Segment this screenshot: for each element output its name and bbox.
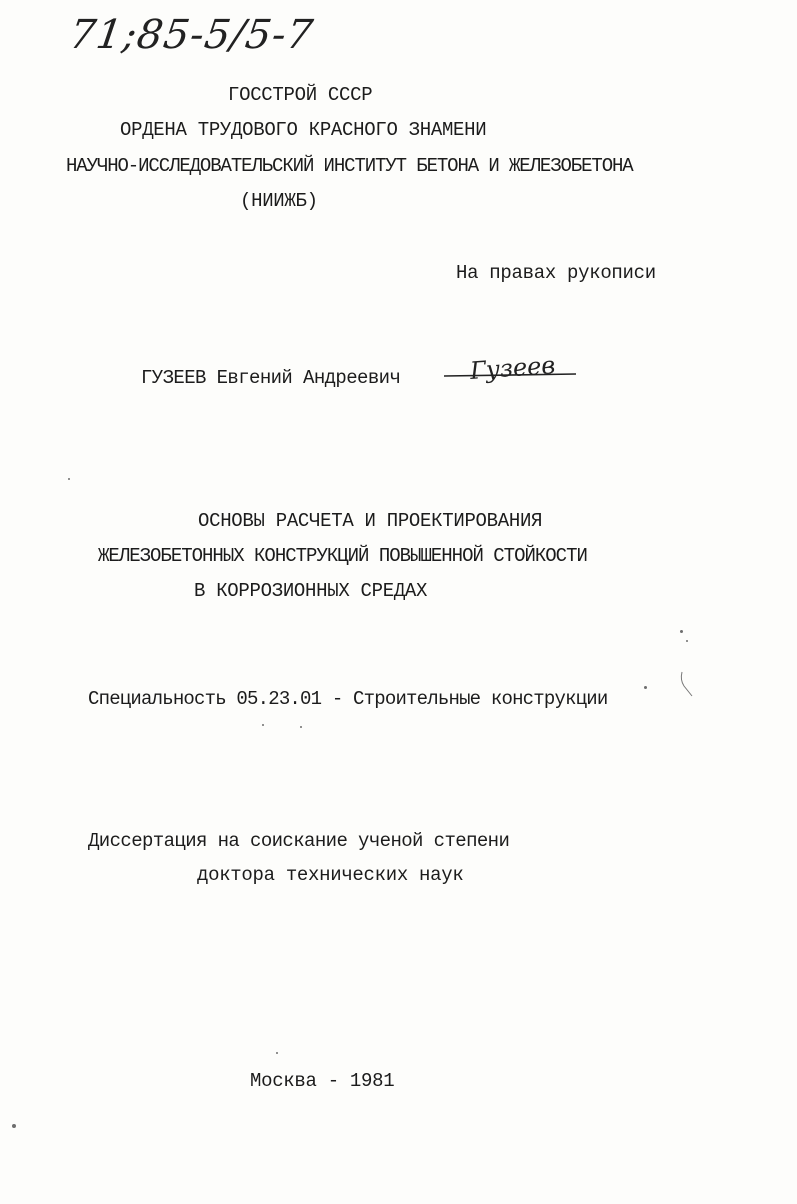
scan-speck	[262, 724, 264, 726]
scan-speck	[12, 1124, 16, 1128]
scan-speck	[68, 478, 70, 480]
scan-speck	[276, 1052, 278, 1054]
org-line-gosstroy: ГОССТРОЙ СССР	[228, 84, 373, 106]
archive-code: 71;85-5/5-7	[66, 12, 317, 58]
org-line-institute: НАУЧНО-ИССЛЕДОВАТЕЛЬСКИЙ ИНСТИТУТ БЕТОНА И ЖЕЛЕЗОБЕТОНА	[66, 155, 633, 177]
degree-line-1: Диссертация на соискание ученой степени	[88, 830, 510, 852]
author-signature	[440, 352, 580, 394]
scan-speck	[686, 640, 688, 642]
scan-speck	[300, 726, 302, 728]
rights-note: На правах рукописи	[456, 262, 656, 284]
author-name: ГУЗЕЕВ Евгений Андреевич	[141, 367, 401, 389]
org-line-order: ОРДЕНА ТРУДОВОГО КРАСНОГО ЗНАМЕНИ	[120, 119, 487, 141]
title-line-1: ОСНОВЫ РАСЧЕТА И ПРОЕКТИРОВАНИЯ	[198, 510, 543, 532]
specialty-line: Специальность 05.23.01 - Строительные конструкции	[88, 688, 608, 710]
title-line-2: ЖЕЛЕЗОБЕТОННЫХ КОНСТРУКЦИЙ ПОВЫШЕННОЙ СТОЙКОСТИ	[98, 545, 587, 567]
scan-speck	[680, 630, 683, 633]
org-abbreviation: (НИИЖБ)	[240, 190, 318, 212]
scan-speck	[644, 686, 647, 689]
scan-mark	[678, 670, 698, 700]
title-line-3: В КОРРОЗИОННЫХ СРЕДАХ	[194, 580, 428, 602]
place-year: Москва - 1981	[250, 1070, 395, 1092]
degree-line-2: доктора технических наук	[197, 864, 464, 886]
signature-text: Гузеев	[469, 351, 557, 385]
